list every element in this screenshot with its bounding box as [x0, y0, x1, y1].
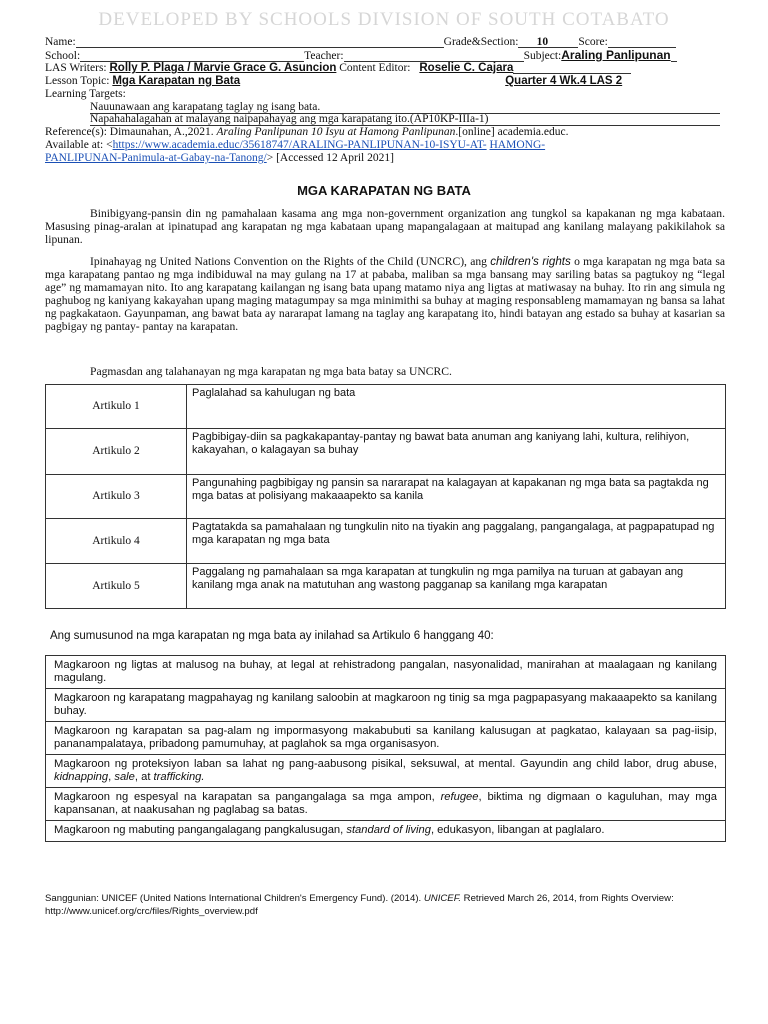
table-row [46, 755, 726, 788]
article-label: Artikulo 5 [46, 564, 187, 609]
school-label: School: [45, 50, 81, 62]
rights-table [45, 655, 726, 842]
page-title: MGA KARAPATAN NG BATA [297, 183, 471, 198]
reference-link-part3[interactable]: PANLIPUNAN-Panimula-at-Gabay-na-Tanong/ [45, 152, 267, 164]
right-item: Magkaroon ng mabuting pangangalagang pangkalusugan, standard of living, edukasyon, libangan at paglalaro. [46, 821, 726, 842]
article-label: Artikulo 2 [46, 429, 187, 475]
table-row [46, 385, 726, 429]
article-text: Paggalang ng pamahalaan sa mga karapatan at tungkulin ng mga pamilya na turuan at gabayan ang kanilang mga anak na matutuhan ang wastong pagganap sa kanilang mga karapatan [187, 564, 726, 609]
score-field[interactable] [608, 36, 676, 48]
grade-label: Grade&Section: [443, 36, 519, 48]
editor-label: Content Editor: [339, 62, 411, 74]
available-line [45, 139, 730, 151]
right-item: Magkaroon ng karapatan sa pag-alam ng impormasyong makabubuti sa kanilang kalusugan at pagkatao, kalayaan sa pag-iisip, pananampalataya, pribadong pamumuhay, at paglahok sa mga organisasyon. [46, 722, 726, 755]
subject-label: Subject: [523, 50, 562, 62]
name-row [45, 36, 730, 48]
article-label: Artikulo 3 [46, 475, 187, 519]
reference-title: Araling Panlipunan 10 Isyu at Hamong Panlipunan [216, 126, 456, 138]
paragraph-1: Binibigyang-pansin din ng pamahalaan kasama ang mga non-government organization ang tungkol sa kapakanan ng mga kabataan. Masusing pinag-aralan at ipinatupad ang karapatan ng mga kabataan upang mapangalagaan at maitupad ang kanilang malayang pakikilahok sa lipunan. [45, 207, 725, 246]
available-line-2 [45, 152, 730, 164]
topic-value: Mga Karapatan ng Bata [112, 75, 241, 87]
topic-row [45, 75, 730, 87]
right-item: Magkaroon ng ligtas at malusog na buhay, at legal at rehistradong pangalan, nasyonalidad, manirahan at maalagaan ng kanilang magulang. [46, 656, 726, 689]
article-label: Artikulo 1 [46, 385, 187, 429]
name-field[interactable] [76, 36, 444, 48]
table-row [46, 475, 726, 519]
table-row [46, 519, 726, 564]
targets-label: Learning Targets: [45, 88, 126, 100]
reference-link-part2[interactable]: HAMONG- [489, 139, 546, 151]
article-text: Pagbibigay-diin sa pagkakapantay-pantay ng bawat bata anuman ang kaniyang lahi, kultura, relihiyon, kakayahan, o kalagayan sa buhay [187, 429, 726, 475]
quarter-value: Quarter 4 Wk.4 LAS 2 [505, 75, 623, 87]
articles-table [45, 384, 726, 609]
table-row [46, 564, 726, 609]
reference-line [45, 126, 730, 138]
source-citation: Sanggunian: UNICEF (United Nations International Children's Emergency Fund). (2014). UNICEF. Retrieved March 26, 2014, from Rights Overview: http://www.unicef.org/crc/files/Rights_overview.pdf [45, 893, 674, 917]
table-row [46, 788, 726, 821]
writers-row [45, 62, 730, 74]
target-2: Napahahalagahan at malayang naipapahayag ang mga karapatang ito.(AP10KP-IIIa-1) [90, 113, 720, 126]
article-text: Paglalahad sa kahulugan ng bata [187, 385, 726, 429]
article-text: Pangunahing pagbibigay ng pansin sa nararapat na kalagayan at kapakanan ng mga bata sa pagtakda ng mga batas at polisiyang makaaapekto sa kanila [187, 475, 726, 519]
reference-prefix: Reference(s): Dimaunahan, A.,2021. [45, 126, 214, 138]
available-prefix: Available at: < [45, 139, 113, 151]
rights-intro: Ang sumusunod na mga karapatan ng mga bata ay inilahad sa Artikulo 6 hanggang 40: [50, 630, 494, 642]
table-row [46, 429, 726, 475]
watermark: DEVELOPED BY SCHOOLS DIVISION OF SOUTH COTABATO [98, 9, 670, 30]
table-row [46, 656, 726, 689]
editor-value: Roselie C. Cajara [419, 62, 514, 74]
subject-value: Araling Panlipunan [561, 48, 671, 62]
teacher-label: Teacher: [304, 50, 344, 62]
paragraph-2: Ipinahayag ng United Nations Convention on the Rights of the Child (UNCRC), ang children's rights o mga karapatan ng mga bata sa mga karapatang pantao ng mga indibiduwal na may gulang na 17 at pababa, maliban sa mga bansang may sariling batas sa pagtukoy ng “legal age” ng mamamayan nito. Ito ang karapatang kailangan ng isang bata upang matamo niya ang ligtas at matiwasay na buhay. Ito rin ang simula ng paghubog ng kaniyang kakayahan upang maging matagumpay sa mga minimithi sa buhay at maging responsableng mamamayan ng bansa sa lahat ng pagkakataon. Gayunpaman, ang bawat bata ay nararapat lamang na taglay ang karapatang ito, hindi batayan ang estado sa buhay at kasarian sa pagbigay ng pantay- pantay na karapatan. [45, 255, 726, 333]
school-field[interactable] [80, 50, 304, 62]
table-row [46, 722, 726, 755]
writers-value: Rolly P. Plaga / Marvie Grace G. Asuncion [109, 62, 337, 74]
table-row [46, 821, 726, 842]
grade-value: 10 [518, 36, 566, 48]
writers-label: LAS Writers: [45, 62, 107, 74]
table-row [46, 689, 726, 722]
right-item: Magkaroon ng karapatang magpahayag ng kanilang saloobin at magkaroon ng tinig sa mga pagpapasyang makaaapekto sa kanilang buhay. [46, 689, 726, 722]
score-label: Score: [578, 36, 608, 48]
paragraph-3: Pagmasdan ang talahanayan ng mga karapatan ng mga bata batay sa UNCRC. [90, 365, 452, 378]
name-label: Name: [45, 36, 76, 48]
accessed-date: > [Accessed 12 April 2021] [266, 152, 394, 164]
target-1: Nauunawaan ang karapatang taglay ng isang bata. [90, 101, 720, 114]
right-item: Magkaroon ng proteksiyon laban sa lahat ng pang-aabusong pisikal, seksuwal, at mental. Gayundin ang child labor, drug abuse, kidnapping, sale, at trafficking. [46, 755, 726, 788]
article-label: Artikulo 4 [46, 519, 187, 564]
article-text: Pagtatakda sa pamahalaan ng tungkulin nito na tiyakin ang paggalang, pangangalaga, at pagpapatupad ng mga karapatan ng mga bata [187, 519, 726, 564]
reference-suffix: .[online] academia.educ. [455, 126, 569, 138]
school-row [45, 49, 730, 62]
reference-link-part1[interactable]: https://www.academia.educ/35618747/ARALING-PANLIPUNAN-10-ISYU-AT- [112, 139, 487, 151]
right-item: Magkaroon ng espesyal na karapatan sa pangangalaga sa mga ampon, refugee, biktima ng digmaan o kaguluhan, may mga kapansanan, at naakusahan ng paglabag sa batas. [46, 788, 726, 821]
teacher-field[interactable] [344, 50, 524, 62]
topic-label: Lesson Topic: [45, 75, 110, 87]
